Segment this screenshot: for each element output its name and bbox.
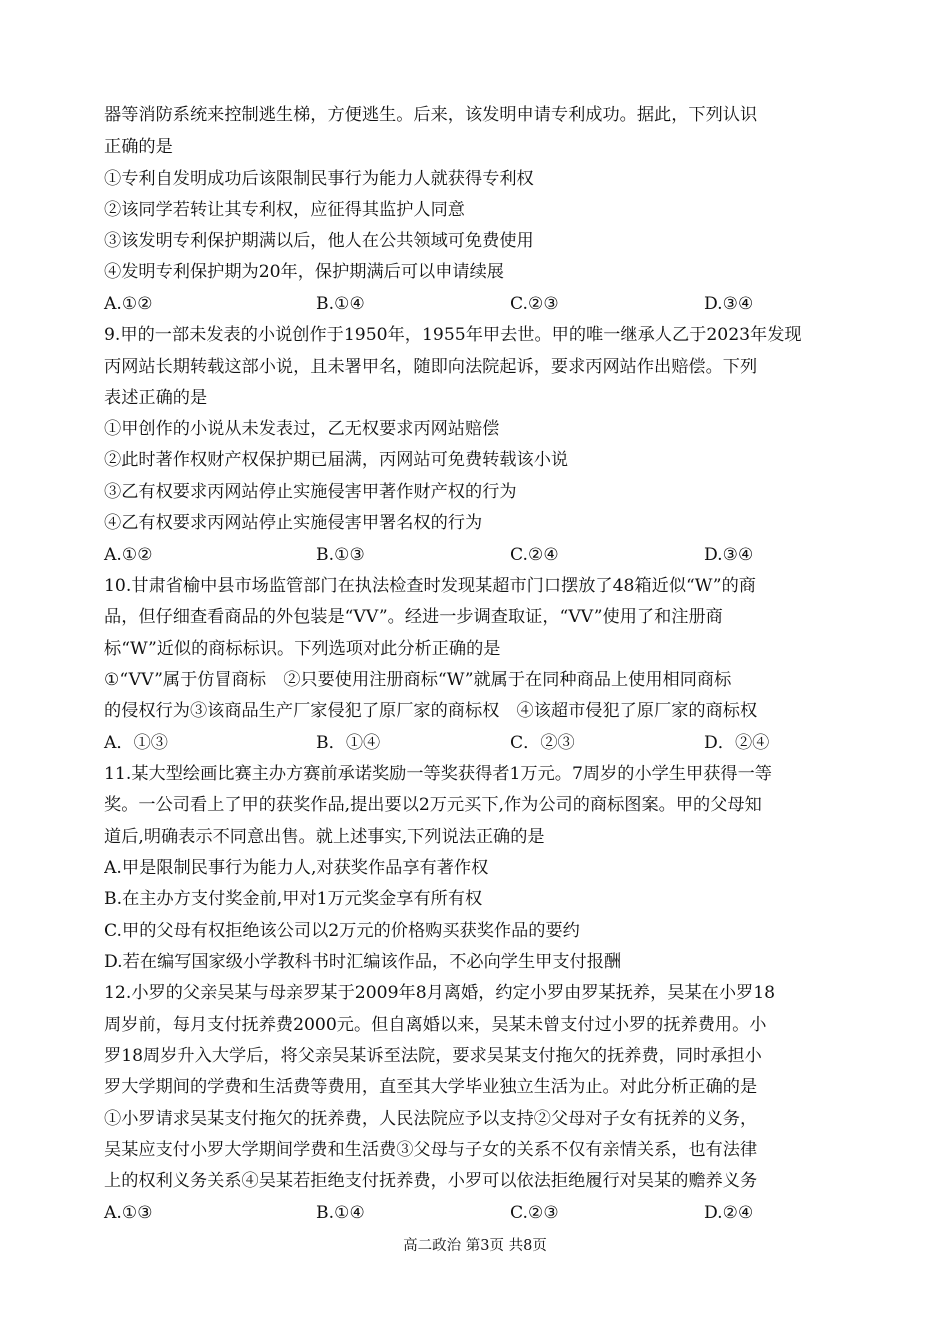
option-c: C．②③ xyxy=(510,733,575,753)
option-c: C.②③ xyxy=(510,1203,559,1223)
text-line: ③该发明专利保护期满以后，他人在公共领域可免费使用 xyxy=(104,231,534,251)
text-line: 标“W”近似的商标标识。下列选项对此分析正确的是 xyxy=(104,639,501,659)
option-line: D.若在编写国家级小学教科书时汇编该作品，不必向学生甲支付报酬 xyxy=(104,952,622,972)
text-line: 表述正确的是 xyxy=(104,388,208,408)
question-12-line: 12.小罗的父亲吴某与母亲罗某于2009年8月离婚，约定小罗由罗某抚养，吴某在小罗18 xyxy=(104,983,776,1003)
text-line: ②此时著作权财产权保护期已届满，丙网站可免费转载该小说 xyxy=(104,450,569,470)
answer-options xyxy=(104,1198,844,1229)
text-line: ②该同学若转让其专利权，应征得其监护人同意 xyxy=(104,200,465,220)
option-b: B.①④ xyxy=(316,294,365,314)
text-line: 正确的是 xyxy=(104,137,173,157)
text-line: ④乙有权要求丙网站停止实施侵害甲署名权的行为 xyxy=(104,513,483,533)
answer-options xyxy=(104,728,844,759)
option-a: A.①② xyxy=(104,294,153,314)
option-d: D.③④ xyxy=(704,294,754,314)
question-10-line: 10.甘肃省榆中县市场监管部门在执法检查时发现某超市门口摆放了48箱近似“W”的商 xyxy=(104,576,756,596)
text-line: ①小罗请求吴某支付拖欠的抚养费，人民法院应予以支持②父母对子女有抚养的义务， xyxy=(104,1109,758,1129)
answer-options xyxy=(104,289,844,320)
option-c: C.②④ xyxy=(510,545,559,565)
answer-options xyxy=(104,540,844,571)
option-d: D．②④ xyxy=(704,733,770,753)
option-b: B．①④ xyxy=(316,733,381,753)
option-a: A．①③ xyxy=(104,733,168,753)
text-line: ①甲创作的小说从未发表过，乙无权要求丙网站赔偿 xyxy=(104,419,500,439)
page-footer: 高二政治 第3页 共8页 xyxy=(403,1238,547,1254)
text-line: 奖。一公司看上了甲的获奖作品,提出要以2万元买下,作为公司的商标图案。甲的父母知 xyxy=(104,795,762,815)
text-line: 吴某应支付小罗大学期间学费和生活费③父母与子女的关系不仅有亲情关系，也有法律 xyxy=(104,1140,758,1160)
text-line: 丙网站长期转载这部小说，且未署甲名，随即向法院起诉，要求丙网站作出赔偿。下列 xyxy=(104,357,758,377)
text-line: 周岁前，每月支付抚养费2000元。但自离婚以来，吴某未曾支付过小罗的抚养费用。小 xyxy=(104,1015,767,1035)
option-line: B.在主办方支付奖金前,甲对1万元奖金享有所有权 xyxy=(104,889,483,909)
option-d: D.②④ xyxy=(704,1203,754,1223)
question-11-line: 11.某大型绘画比赛主办方赛前承诺奖励一等奖获得者1万元。7周岁的小学生甲获得一等 xyxy=(104,764,772,784)
question-9-line: 9.甲的一部未发表的小说创作于1950年，1955年甲去世。甲的唯一继承人乙于2023年发现 xyxy=(104,325,802,345)
text-line: 罗大学期间的学费和生活费等费用，直至其大学毕业独立生活为止。对此分析正确的是 xyxy=(104,1077,758,1097)
option-d: D.③④ xyxy=(704,545,754,565)
text-line: ①专利自发明成功后该限制民事行为能力人就获得专利权 xyxy=(104,169,534,189)
text-line: ①“VV”属于仿冒商标 ②只要使用注册商标“W”就属于在同种商品上使用相同商标 xyxy=(104,670,732,690)
text-line: 的侵权行为③该商品生产厂家侵犯了原厂家的商标权 ④该超市侵犯了原厂家的商标权 xyxy=(104,701,758,721)
text-line: 品，但仔细查看商品的外包装是“VV”。经进一步调查取证，“VV”使用了和注册商 xyxy=(104,607,723,627)
text-line: ③乙有权要求丙网站停止实施侵害甲著作财产权的行为 xyxy=(104,482,517,502)
text-line: 上的权利义务关系④吴某若拒绝支付抚养费，小罗可以依法拒绝履行对吴某的赡养义务 xyxy=(104,1171,758,1191)
text-line: ④发明专利保护期为20年，保护期满后可以申请续展 xyxy=(104,262,504,282)
option-c: C.②③ xyxy=(510,294,559,314)
option-line: A.甲是限制民事行为能力人,对获奖作品享有著作权 xyxy=(104,858,489,878)
text-line: 罗18周岁升入大学后，将父亲吴某诉至法院，要求吴某支付拖欠的抚养费，同时承担小 xyxy=(104,1046,762,1066)
option-b: B.①④ xyxy=(316,1203,365,1223)
option-a: A.①② xyxy=(104,545,153,565)
text-line: 道后,明确表示不同意出售。就上述事实,下列说法正确的是 xyxy=(104,827,545,847)
option-b: B.①③ xyxy=(316,545,365,565)
option-a: A.①③ xyxy=(104,1203,153,1223)
option-line: C.甲的父母有权拒绝该公司以2万元的价格购买获奖作品的要约 xyxy=(104,921,580,941)
text-line: 器等消防系统来控制逃生梯，方便逃生。后来，该发明申请专利成功。据此，下列认识 xyxy=(104,105,758,125)
